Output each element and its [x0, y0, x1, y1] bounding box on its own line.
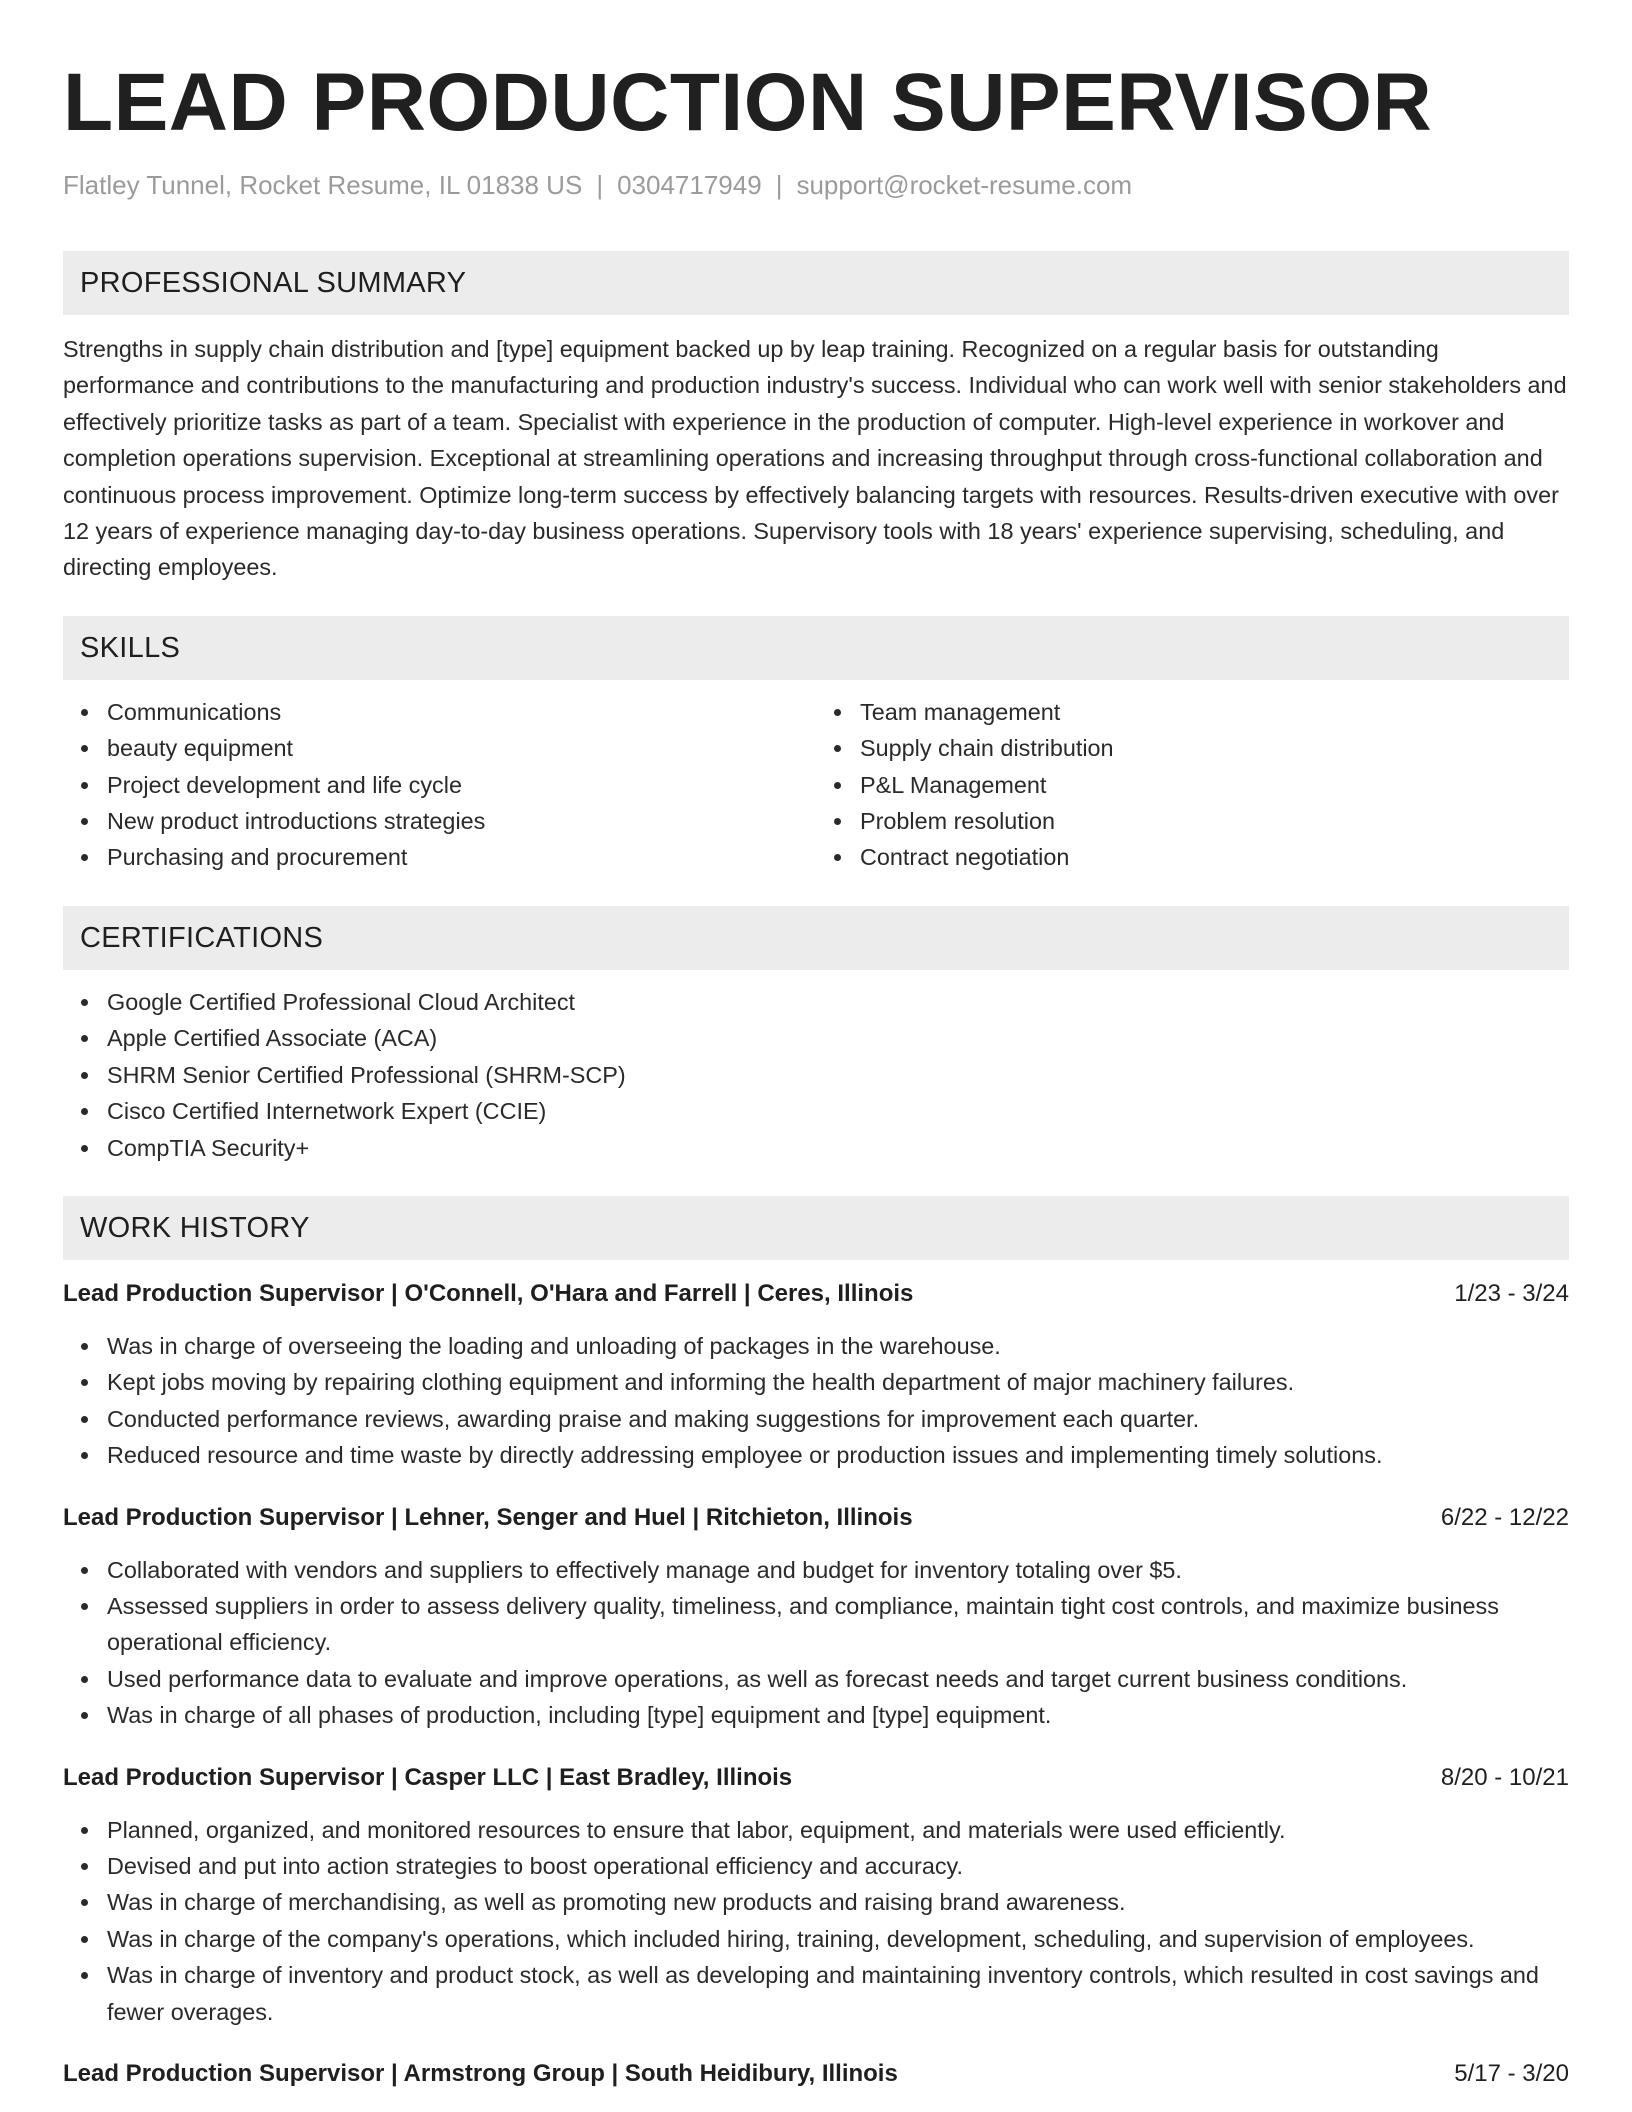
job-title: Lead Production Supervisor | Lehner, Senger and Huel | Ritchieton, Illinois — [63, 1503, 913, 1531]
skill-item: Team management — [860, 694, 1569, 730]
job-dates: 5/17 - 3/20 — [1454, 2060, 1569, 2087]
skill-item: P&L Management — [860, 767, 1569, 803]
job-bullet: Used performance data to evaluate and improve operations, as well as forecast needs and target current business conditions. — [107, 1661, 1569, 1697]
skills-list-left — [63, 694, 816, 876]
job-bullet: Planned, organized, and monitored resources to ensure that labor, equipment, and materials were used efficiently. — [107, 1812, 1569, 1848]
contact-phone: 0304717949 — [617, 170, 762, 200]
job-bullet: Reduced resource and time waste by directly addressing employee or production issues and implementing timely solutions. — [107, 1437, 1569, 1473]
job-bullet: Was in charge of overseeing the loading and unloading of packages in the warehouse. — [107, 1328, 1569, 1364]
job-bullet: Devised and put into action strategies to boost operational efficiency and accuracy. — [107, 1848, 1569, 1884]
certifications-list — [63, 984, 1569, 1166]
job-bullets — [63, 1328, 1569, 1474]
skill-item: Problem resolution — [860, 803, 1569, 839]
certification-item: SHRM Senior Certified Professional (SHRM-SCP) — [107, 1057, 1569, 1093]
skill-item: Contract negotiation — [860, 839, 1569, 875]
job-entry — [63, 1276, 1569, 1474]
job-bullet: Was in charge of merchandising, as well as promoting new products and raising brand awareness. — [107, 1884, 1569, 1920]
certification-item: Cisco Certified Internetwork Expert (CCIE) — [107, 1093, 1569, 1129]
contact-address: Flatley Tunnel, Rocket Resume, IL 01838 US — [63, 170, 583, 200]
section-heading-certifications: CERTIFICATIONS — [63, 906, 1569, 970]
job-bullet: Kept jobs moving by repairing clothing equipment and informing the health department of major machinery failures. — [107, 1364, 1569, 1400]
section-heading-summary: PROFESSIONAL SUMMARY — [63, 251, 1569, 315]
job-bullet: Was in charge of the company's operations, which included hiring, training, development, scheduling, and supervision of employees. — [107, 1921, 1569, 1957]
certification-item: Apple Certified Associate (ACA) — [107, 1020, 1569, 1056]
skills-list-right — [816, 694, 1569, 876]
job-bullet: Was in charge of all phases of production, including [type] equipment and [type] equipment. — [107, 1697, 1569, 1733]
skill-item: Purchasing and procurement — [107, 839, 816, 875]
section-heading-skills: SKILLS — [63, 616, 1569, 680]
job-entry — [63, 1500, 1569, 1734]
job-bullet: Was in charge of inventory and product stock, as well as developing and maintaining inventory controls, which resulted in cost savings and fewer overages. — [107, 1957, 1569, 2030]
job-header — [63, 1760, 1569, 1796]
summary-text: Strengths in supply chain distribution and [type] equipment backed up by leap training. Recognized on a regular basis for outstanding performance and contributions to the manufacturing and production industry's success. Individual who can work well with senior stakeholders and effectively prioritize tasks as part of a team. Specialist with experience in the production of computer. High-level experience in workover and completion operations supervision. Exceptional at streamlining operations and increasing throughput through cross-functional collaboration and continuous process improvement. Optimize long-term success by effectively balancing targets with resources. Results-driven executive with over 12 years of experience managing day-to-day business operations. Supervisory tools with 18 years' experience supervising, scheduling, and directing employees. — [63, 336, 1567, 581]
skills-grid — [63, 680, 1569, 876]
certification-item: Google Certified Professional Cloud Architect — [107, 984, 1569, 1020]
contact-email: support@rocket-resume.com — [796, 170, 1133, 200]
contact-separator: | — [775, 170, 783, 200]
job-header — [63, 1276, 1569, 1312]
job-bullets — [63, 1812, 1569, 2030]
skill-item: Supply chain distribution — [860, 730, 1569, 766]
job-dates: 1/23 - 3/24 — [1454, 1279, 1569, 1307]
skill-item: Project development and life cycle — [107, 767, 816, 803]
skill-item: beauty equipment — [107, 730, 816, 766]
skill-item: New product introductions strategies — [107, 803, 816, 839]
certification-item: CompTIA Security+ — [107, 1130, 1569, 1166]
job-title: Lead Production Supervisor | Armstrong Group | South Heidibury, Illinois — [63, 2060, 898, 2087]
job-bullet: Conducted performance reviews, awarding praise and making suggestions for improvement each quarter. — [107, 1401, 1569, 1437]
section-heading-work-history: WORK HISTORY — [63, 1196, 1569, 1260]
job-header — [63, 2056, 1569, 2092]
job-dates: 6/22 - 12/22 — [1440, 1503, 1569, 1531]
candidate-name: LEAD PRODUCTION SUPERVISOR — [63, 57, 1433, 148]
job-header — [63, 1500, 1569, 1536]
job-bullet: Collaborated with vendors and suppliers to effectively manage and budget for inventory totaling over $5. — [107, 1552, 1569, 1588]
contact-line — [63, 170, 1569, 201]
job-dates: 8/20 - 10/21 — [1440, 1763, 1569, 1791]
job-bullet: Assessed suppliers in order to assess delivery quality, timeliness, and compliance, maintain tight cost controls, and maximize business operational efficiency. — [107, 1588, 1569, 1661]
skill-item: Communications — [107, 694, 816, 730]
contact-separator: | — [596, 170, 604, 200]
job-entry — [63, 2056, 1569, 2092]
job-entry — [63, 1760, 1569, 2030]
job-title: Lead Production Supervisor | O'Connell, O'Hara and Farrell | Ceres, Illinois — [63, 1279, 914, 1307]
job-bullets — [63, 1552, 1569, 1734]
job-title: Lead Production Supervisor | Casper LLC | East Bradley, Illinois — [63, 1763, 793, 1791]
